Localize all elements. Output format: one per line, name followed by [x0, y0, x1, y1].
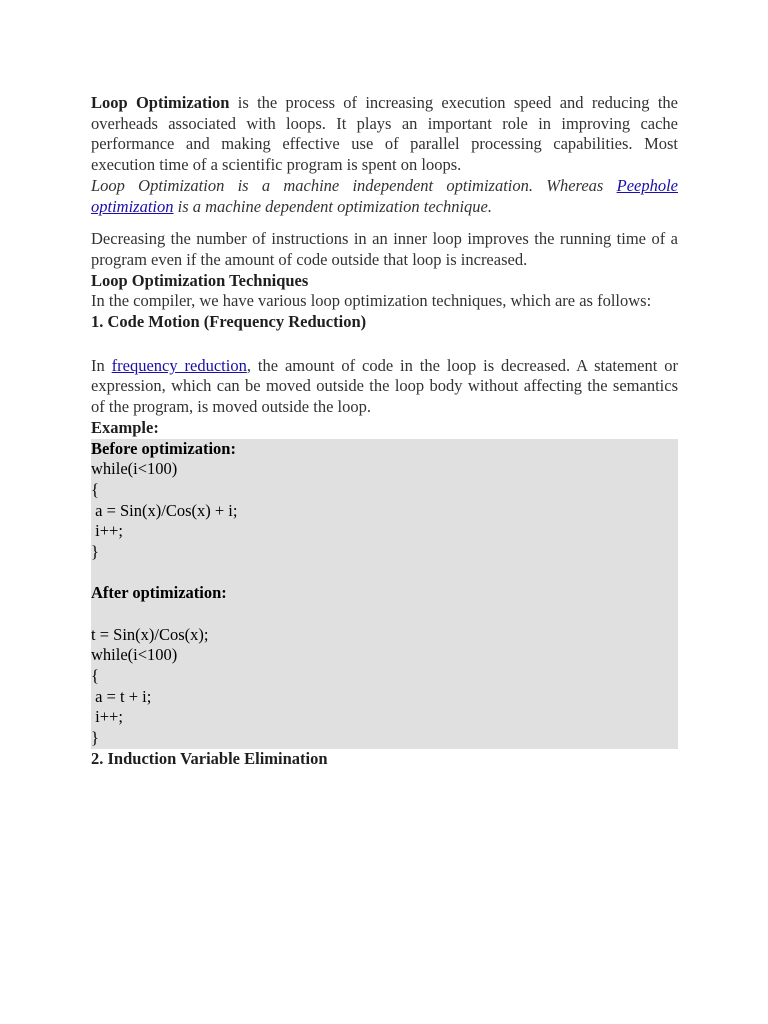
section1-paragraph — [91, 356, 678, 418]
peephole-optimization-link[interactable]: Peephole optimization — [91, 175, 678, 216]
intro-paragraph — [91, 93, 678, 217]
code-line: a = t + i; — [91, 686, 152, 706]
section1-post: , the amount of code in the loop is decreased. A statement or expression, which can be moved outside the loop body without affecting the semantics of the program, is moved outside the loop. — [91, 355, 678, 417]
intro-italic-post: is a machine dependent optimization technique. — [173, 196, 492, 216]
code-line: { — [91, 479, 99, 499]
intro-text: is the process of increasing execution speed and reducing the overheads associated with loops. It plays an important role in improving cache performance and making effective use of parallel processing capabilities. Most execution time of a scientific program is spent on loops. — [91, 93, 678, 175]
code-line: } — [91, 728, 99, 748]
code-spacer — [91, 563, 678, 584]
code-line: while(i<100) — [91, 645, 178, 665]
techniques-heading: Loop Optimization Techniques — [91, 270, 309, 290]
techniques-text: In the compiler, we have various loop optimization techniques, which are as follows: — [91, 291, 652, 311]
code-line: a = Sin(x)/Cos(x) + i; — [91, 500, 238, 520]
document-page — [91, 93, 678, 770]
code-example-box — [91, 439, 678, 749]
running-time-paragraph: Decreasing the number of instructions in an inner loop improves the running time of a program even if the amount of code outside that loop is increased. — [91, 229, 678, 269]
intro-italic-pre: Loop Optimization is a machine independent optimization. Whereas — [91, 175, 617, 195]
frequency-reduction-link[interactable]: frequency reduction — [111, 355, 247, 375]
code-line: t = Sin(x)/Cos(x); — [91, 624, 209, 644]
section1-heading: 1. Code Motion (Frequency Reduction) — [91, 312, 367, 332]
code-line: while(i<100) — [91, 459, 178, 479]
intro-term: Loop Optimization — [91, 93, 230, 112]
code-line: i++; — [91, 521, 123, 541]
code-line: i++; — [91, 707, 123, 727]
section1-pre: In — [91, 355, 112, 375]
after-label: After optimization: — [91, 583, 227, 603]
code-line: } — [91, 541, 99, 561]
before-label: Before optimization: — [91, 438, 236, 458]
code-spacer — [91, 604, 678, 625]
code-line: { — [91, 666, 99, 686]
example-label: Example: — [91, 417, 159, 437]
section2-heading: 2. Induction Variable Elimination — [91, 748, 328, 768]
